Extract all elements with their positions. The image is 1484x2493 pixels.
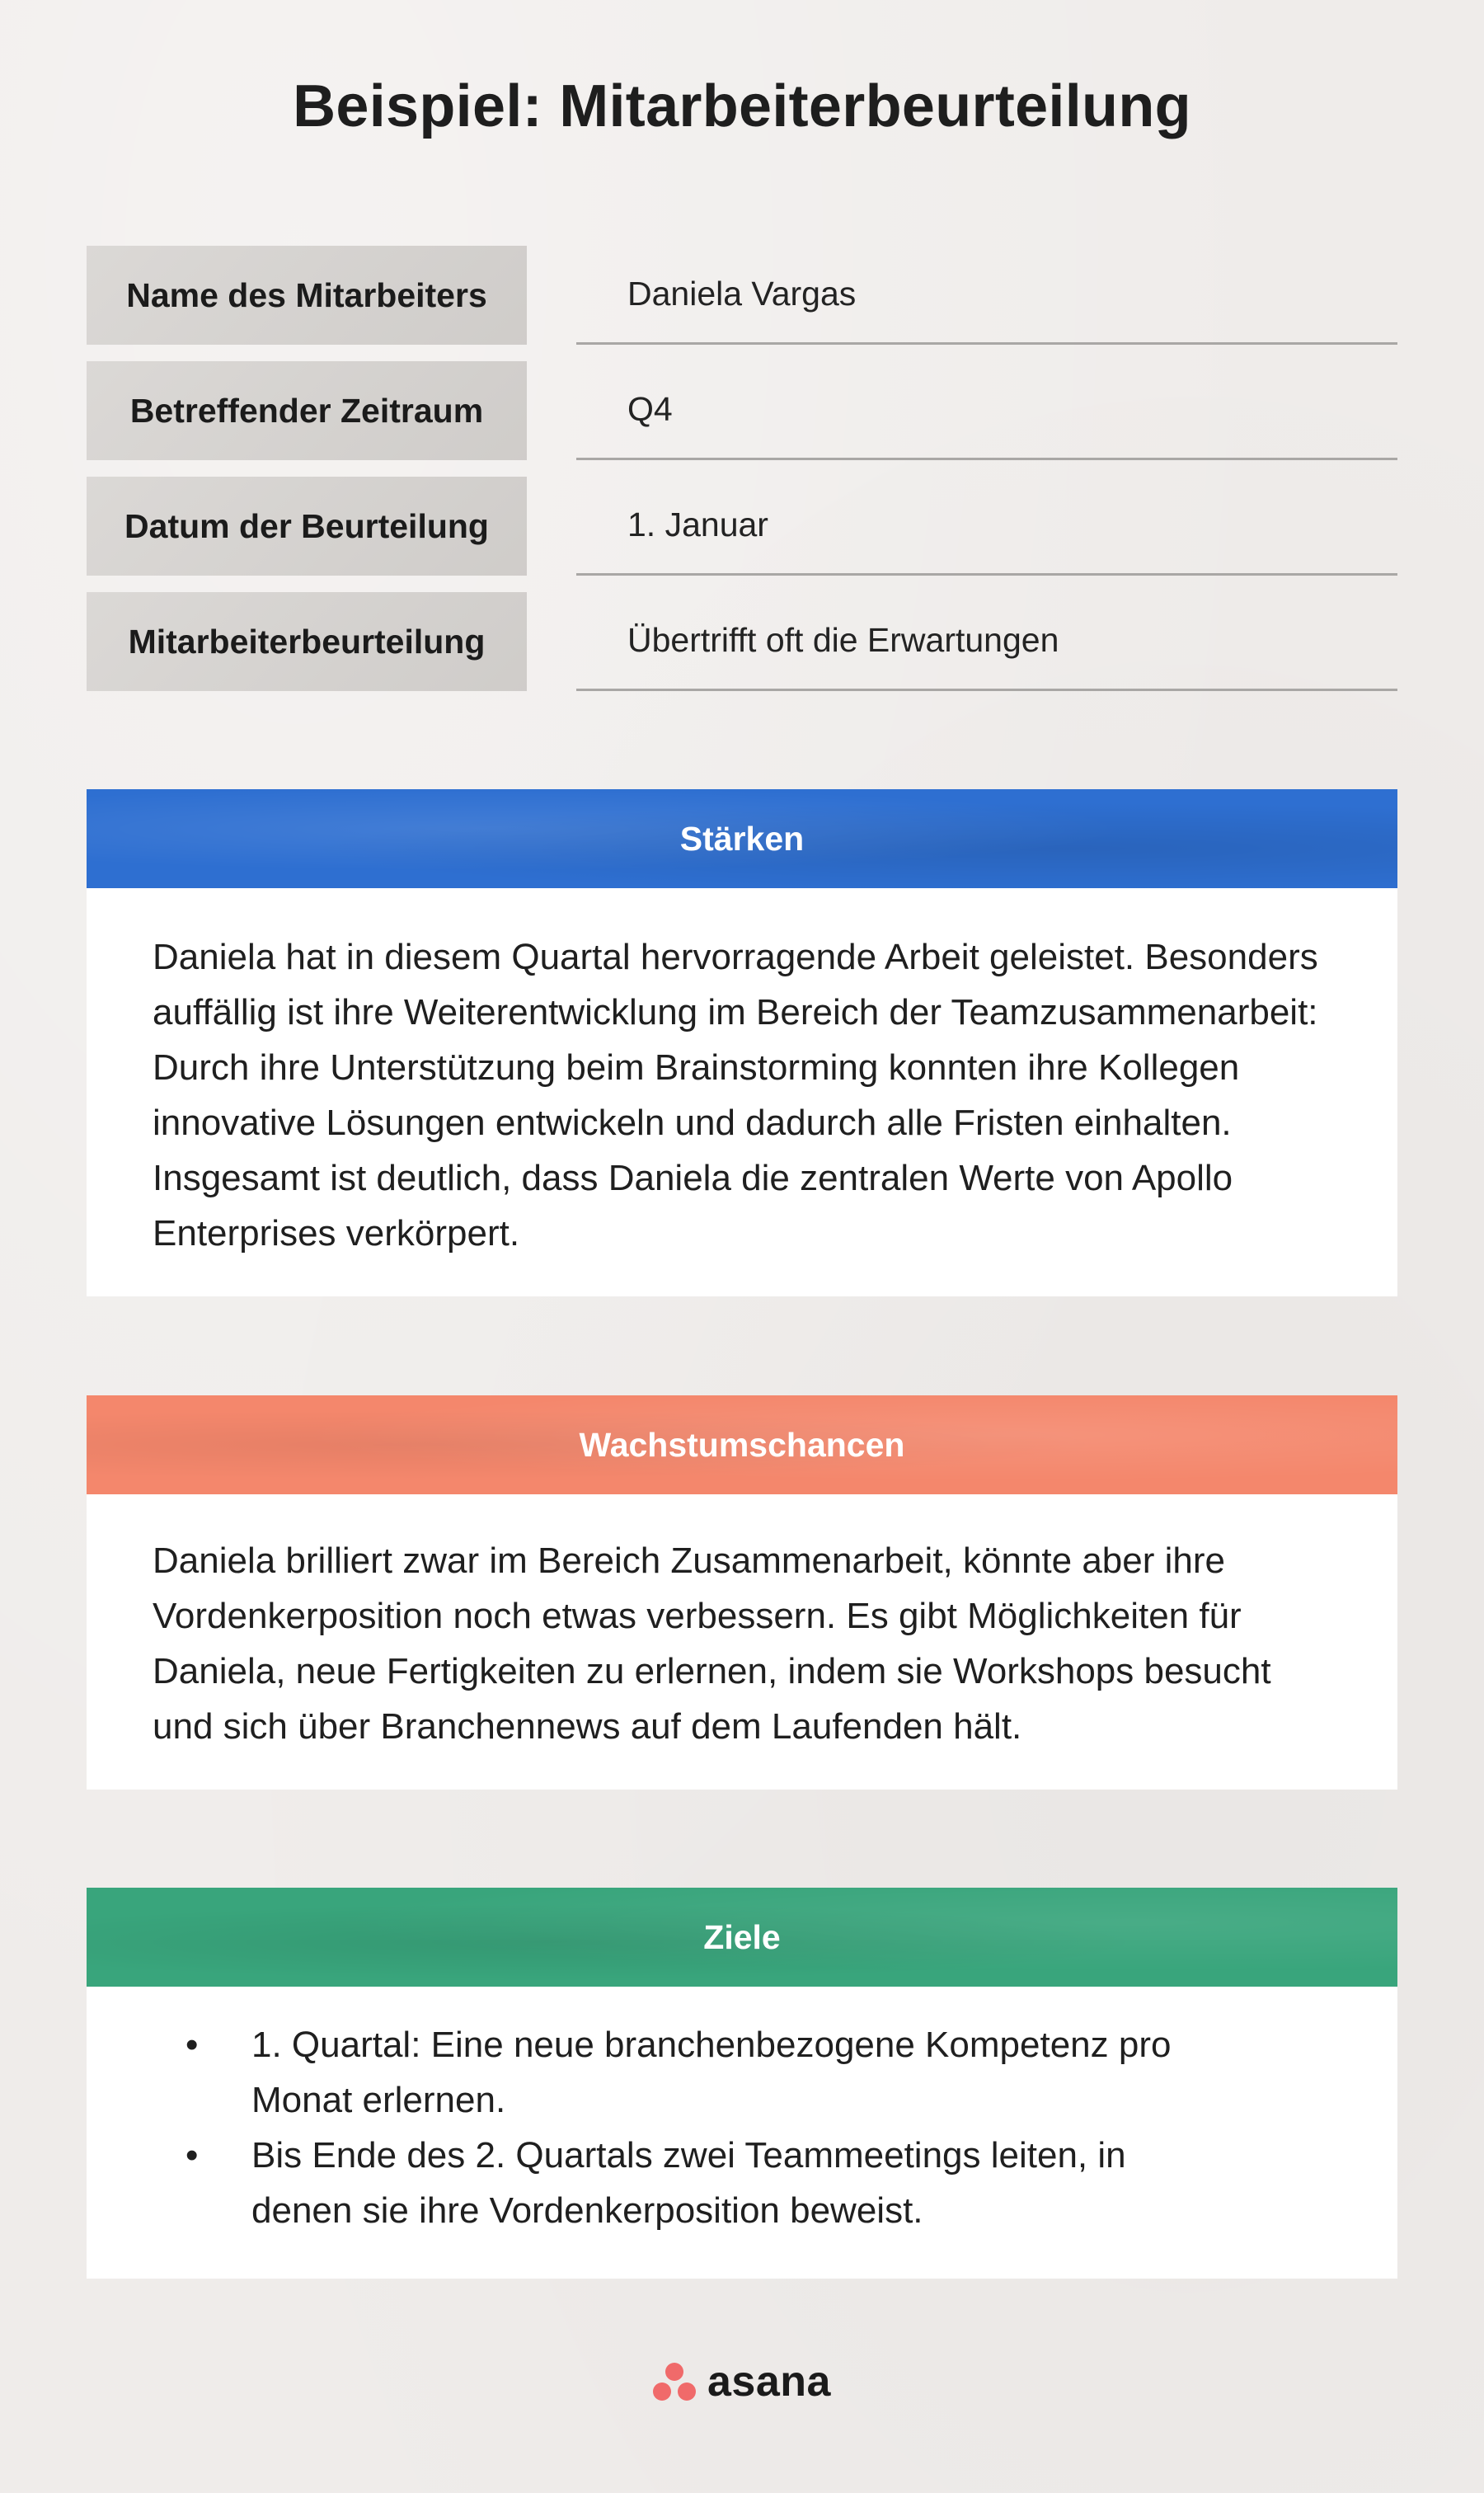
goal-text: Bis Ende des 2. Quartals zwei Teammeetings leiten, in denen sie ihre Vordenkerposition beweist. (251, 2135, 1126, 2231)
info-label: Name des Mitarbeiters (87, 246, 527, 345)
info-label: Betreffender Zeitraum (87, 361, 527, 460)
page-title: Beispiel: Mitarbeiterbeurteilung (293, 73, 1191, 139)
goals-card (87, 1888, 1397, 2279)
goals-list (174, 2017, 1331, 2238)
logo-text: asana (707, 2358, 831, 2406)
info-row-rating (87, 592, 1397, 691)
growth-card (87, 1395, 1397, 1790)
strengths-card (87, 789, 1397, 1296)
asana-logo-icon (653, 2363, 696, 2401)
asana-logo (0, 2357, 1484, 2406)
bullet-icon: • (186, 2025, 199, 2065)
info-value: Q4 (576, 361, 1397, 460)
growth-heading: Wachstumschancen (87, 1395, 1397, 1494)
goals-heading: Ziele (87, 1888, 1397, 1987)
growth-body (87, 1494, 1397, 1754)
strengths-body (87, 888, 1397, 1261)
goals-body (87, 1987, 1397, 2238)
info-row-period (87, 361, 1397, 460)
strengths-heading: Stärken (87, 789, 1397, 888)
growth-text: Daniela brilliert zwar im Bereich Zusammenarbeit, könnte aber ihre Vordenkerposition noch etwas verbessern. Es gibt Möglichkeiten für Daniela, neue Fertigkeiten zu erlernen, indem sie Workshops besucht und sich über Branchennews auf dem Laufenden hält. (153, 1540, 1271, 1747)
list-item (174, 2017, 1175, 2128)
list-item (174, 2128, 1175, 2238)
bullet-icon: • (186, 2135, 199, 2175)
info-label: Datum der Beurteilung (87, 477, 527, 576)
info-row-review-date (87, 477, 1397, 576)
info-value: 1. Januar (576, 477, 1397, 576)
goal-text: 1. Quartal: Eine neue branchenbezogene Kompetenz pro Monat erlernen. (251, 2025, 1172, 2120)
info-value: Daniela Vargas (576, 246, 1397, 345)
info-row-employee-name (87, 246, 1397, 345)
info-label: Mitarbeiterbeurteilung (87, 592, 527, 691)
strengths-text: Daniela hat in diesem Quartal hervorragende Arbeit geleistet. Besonders auffällig ist ihre Weiterentwicklung im Bereich der Teamzusammenarbeit: Durch ihre Unterstützung beim Brainstorming konnten ihre Kollegen innovative Lösungen entwickeln und dadurch alle Fristen einhalten. Insgesamt ist deutlich, dass Daniela die zentralen Werte von Apollo Enterprises verkörpert. (153, 937, 1318, 1254)
info-value: Übertrifft oft die Erwartungen (576, 592, 1397, 691)
